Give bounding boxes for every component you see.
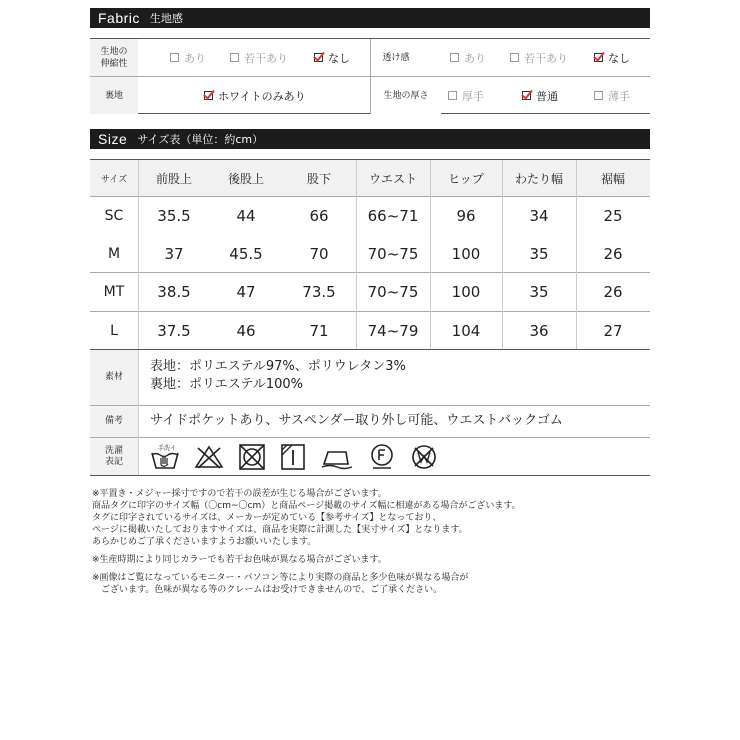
dry-clean-f-icon xyxy=(368,443,396,471)
care-label: 洗濯 表記 xyxy=(90,438,138,475)
size-name: MT xyxy=(103,284,125,300)
fabric-row-2 xyxy=(90,77,650,114)
fabric-table xyxy=(90,38,650,114)
remarks-label: 備考 xyxy=(90,406,138,437)
material-label: 素材 xyxy=(90,350,138,405)
checkbox-icon xyxy=(448,91,457,100)
header-hip: ヒップ xyxy=(448,171,484,186)
table-cell: 26 xyxy=(603,283,623,301)
table-cell: 35.5 xyxy=(157,207,191,225)
stretch-label: 生地の 伸縮性 xyxy=(90,39,138,76)
fabric-section-header xyxy=(90,8,650,28)
header-inseam: 股下 xyxy=(306,171,331,186)
note-line: ※平置き・メジャー採寸ですので若干の誤差が生じる場合がございます。 xyxy=(92,489,387,499)
checkbox-icon xyxy=(230,53,239,62)
thickness-option-normal: 普通 xyxy=(522,77,558,114)
table-cell: 37.5 xyxy=(157,321,191,340)
table-cell: 66 xyxy=(309,207,329,225)
hand-wash-icon xyxy=(150,443,180,471)
no-tumble-dry-icon xyxy=(238,443,266,471)
table-cell: 34 xyxy=(529,207,549,225)
checked-checkbox-icon xyxy=(522,91,531,100)
checkbox-icon xyxy=(510,53,519,62)
table-row xyxy=(90,235,650,272)
checked-checkbox-icon xyxy=(594,53,603,62)
checkbox-icon xyxy=(170,53,179,62)
note-line: ございます。色味が異なる等のクレームはお受けできませんので、ご了承ください。 xyxy=(92,585,443,595)
table-cell: 45.5 xyxy=(229,244,263,263)
table-cell: 100 xyxy=(451,283,481,301)
table-cell: 104 xyxy=(451,321,481,340)
remarks-text: サイドポケットあり、サスペンダー取り外し可能、ウエストバックゴム xyxy=(150,413,563,428)
table-row xyxy=(90,197,650,235)
header-back-rise: 後股上 xyxy=(227,171,264,186)
notes xyxy=(92,488,652,596)
care-symbols xyxy=(150,443,452,471)
header-size: サイズ xyxy=(100,174,128,185)
table-cell: 73.5 xyxy=(302,283,336,301)
table-cell: 44 xyxy=(236,207,256,225)
size-table-header xyxy=(90,160,650,196)
note-line: 商品タグに印字のサイズ幅（〇cm~〇cm）と商品ページ掲載のサイズ幅に相違がある場合がございます。 xyxy=(92,501,521,511)
table-cell: 96 xyxy=(456,207,476,225)
thickness-option-thick: 厚手 xyxy=(448,77,484,114)
table-cell: 70~75 xyxy=(367,244,419,263)
table-cell: 71 xyxy=(309,321,329,340)
size-section-header xyxy=(90,129,650,149)
table-cell: 36 xyxy=(529,321,549,340)
fabric-title-jp: 生地感 xyxy=(149,12,183,25)
material-outer: 表地：ポリエステル97%、ポリウレタン3% xyxy=(150,359,406,374)
table-cell: 37 xyxy=(164,244,184,263)
sheer-label: 透け感 xyxy=(371,39,421,76)
table-cell: 70 xyxy=(309,244,329,263)
table-cell: 66~71 xyxy=(367,207,419,225)
note-line: ※画像はご覧になっているモニター・パソコン等により実際の商品と多少色味が異なる場合が xyxy=(92,573,469,583)
fabric-row-1 xyxy=(90,39,650,77)
table-cell: 26 xyxy=(603,244,623,263)
size-name: M xyxy=(107,245,121,262)
table-row xyxy=(90,273,650,311)
line-dry-shade-icon xyxy=(280,443,306,471)
table-cell: 46 xyxy=(236,321,256,340)
thickness-option-thin: 薄手 xyxy=(594,77,630,114)
note-line: あらかじめご了承くださいますようお願いいたします。 xyxy=(92,537,317,547)
header-waist: ウエスト xyxy=(368,171,417,186)
header-hem: 裾幅 xyxy=(600,171,625,186)
checked-checkbox-icon xyxy=(314,53,323,62)
table-cell: 35 xyxy=(529,283,549,301)
lining-value: ホワイトのみあり xyxy=(204,77,306,114)
note-line: ページに掲載いたしておりますサイズは、商品を実際に計測した【実寸サイズ】となります。 xyxy=(92,525,468,535)
table-cell: 74~79 xyxy=(367,321,419,340)
size-name: SC xyxy=(104,208,124,224)
stretch-option-slight: 若干あり xyxy=(230,39,288,76)
sheer-option-yes: あり xyxy=(450,39,486,76)
header-thigh: わたり幅 xyxy=(514,171,563,186)
lining-label: 裏地 xyxy=(90,77,138,114)
no-wet-clean-icon xyxy=(410,443,438,471)
material-text xyxy=(150,358,406,394)
fabric-title-en: Fabric xyxy=(98,10,140,26)
sheer-option-slight: 若干あり xyxy=(510,39,568,76)
header-front-rise: 前股上 xyxy=(155,171,192,186)
table-cell: 38.5 xyxy=(157,283,191,301)
size-name: L xyxy=(110,322,118,339)
material-lining: 裏地：ポリエステル100% xyxy=(150,377,303,392)
note-line: ※生産時期により同じカラーでも若干お色味が異なる場合がございます。 xyxy=(92,555,387,565)
checkbox-icon xyxy=(594,91,603,100)
no-bleach-icon xyxy=(194,444,224,470)
size-title-jp: サイズ表（単位：約cm） xyxy=(137,133,264,146)
table-cell: 27 xyxy=(603,321,623,340)
table-cell: 47 xyxy=(236,283,256,301)
stretch-option-no: なし xyxy=(314,39,350,76)
stretch-option-yes: あり xyxy=(170,39,206,76)
table-cell: 100 xyxy=(451,244,481,263)
thickness-label: 生地の厚さ xyxy=(371,77,441,114)
table-cell: 35 xyxy=(529,244,549,263)
size-title-en: Size xyxy=(98,131,128,147)
table-cell: 25 xyxy=(603,207,623,225)
sheer-option-no: なし xyxy=(594,39,630,76)
low-iron-with-cloth-icon xyxy=(320,444,354,470)
table-row xyxy=(90,312,650,349)
checkbox-icon xyxy=(450,53,459,62)
svg-text:手洗イ: 手洗イ xyxy=(158,445,177,452)
note-line: タグに印字されているサイズは、メーカーが定めている【参考サイズ】となっており、 xyxy=(92,513,442,523)
table-cell: 70~75 xyxy=(367,283,419,301)
checked-checkbox-icon xyxy=(204,91,213,100)
